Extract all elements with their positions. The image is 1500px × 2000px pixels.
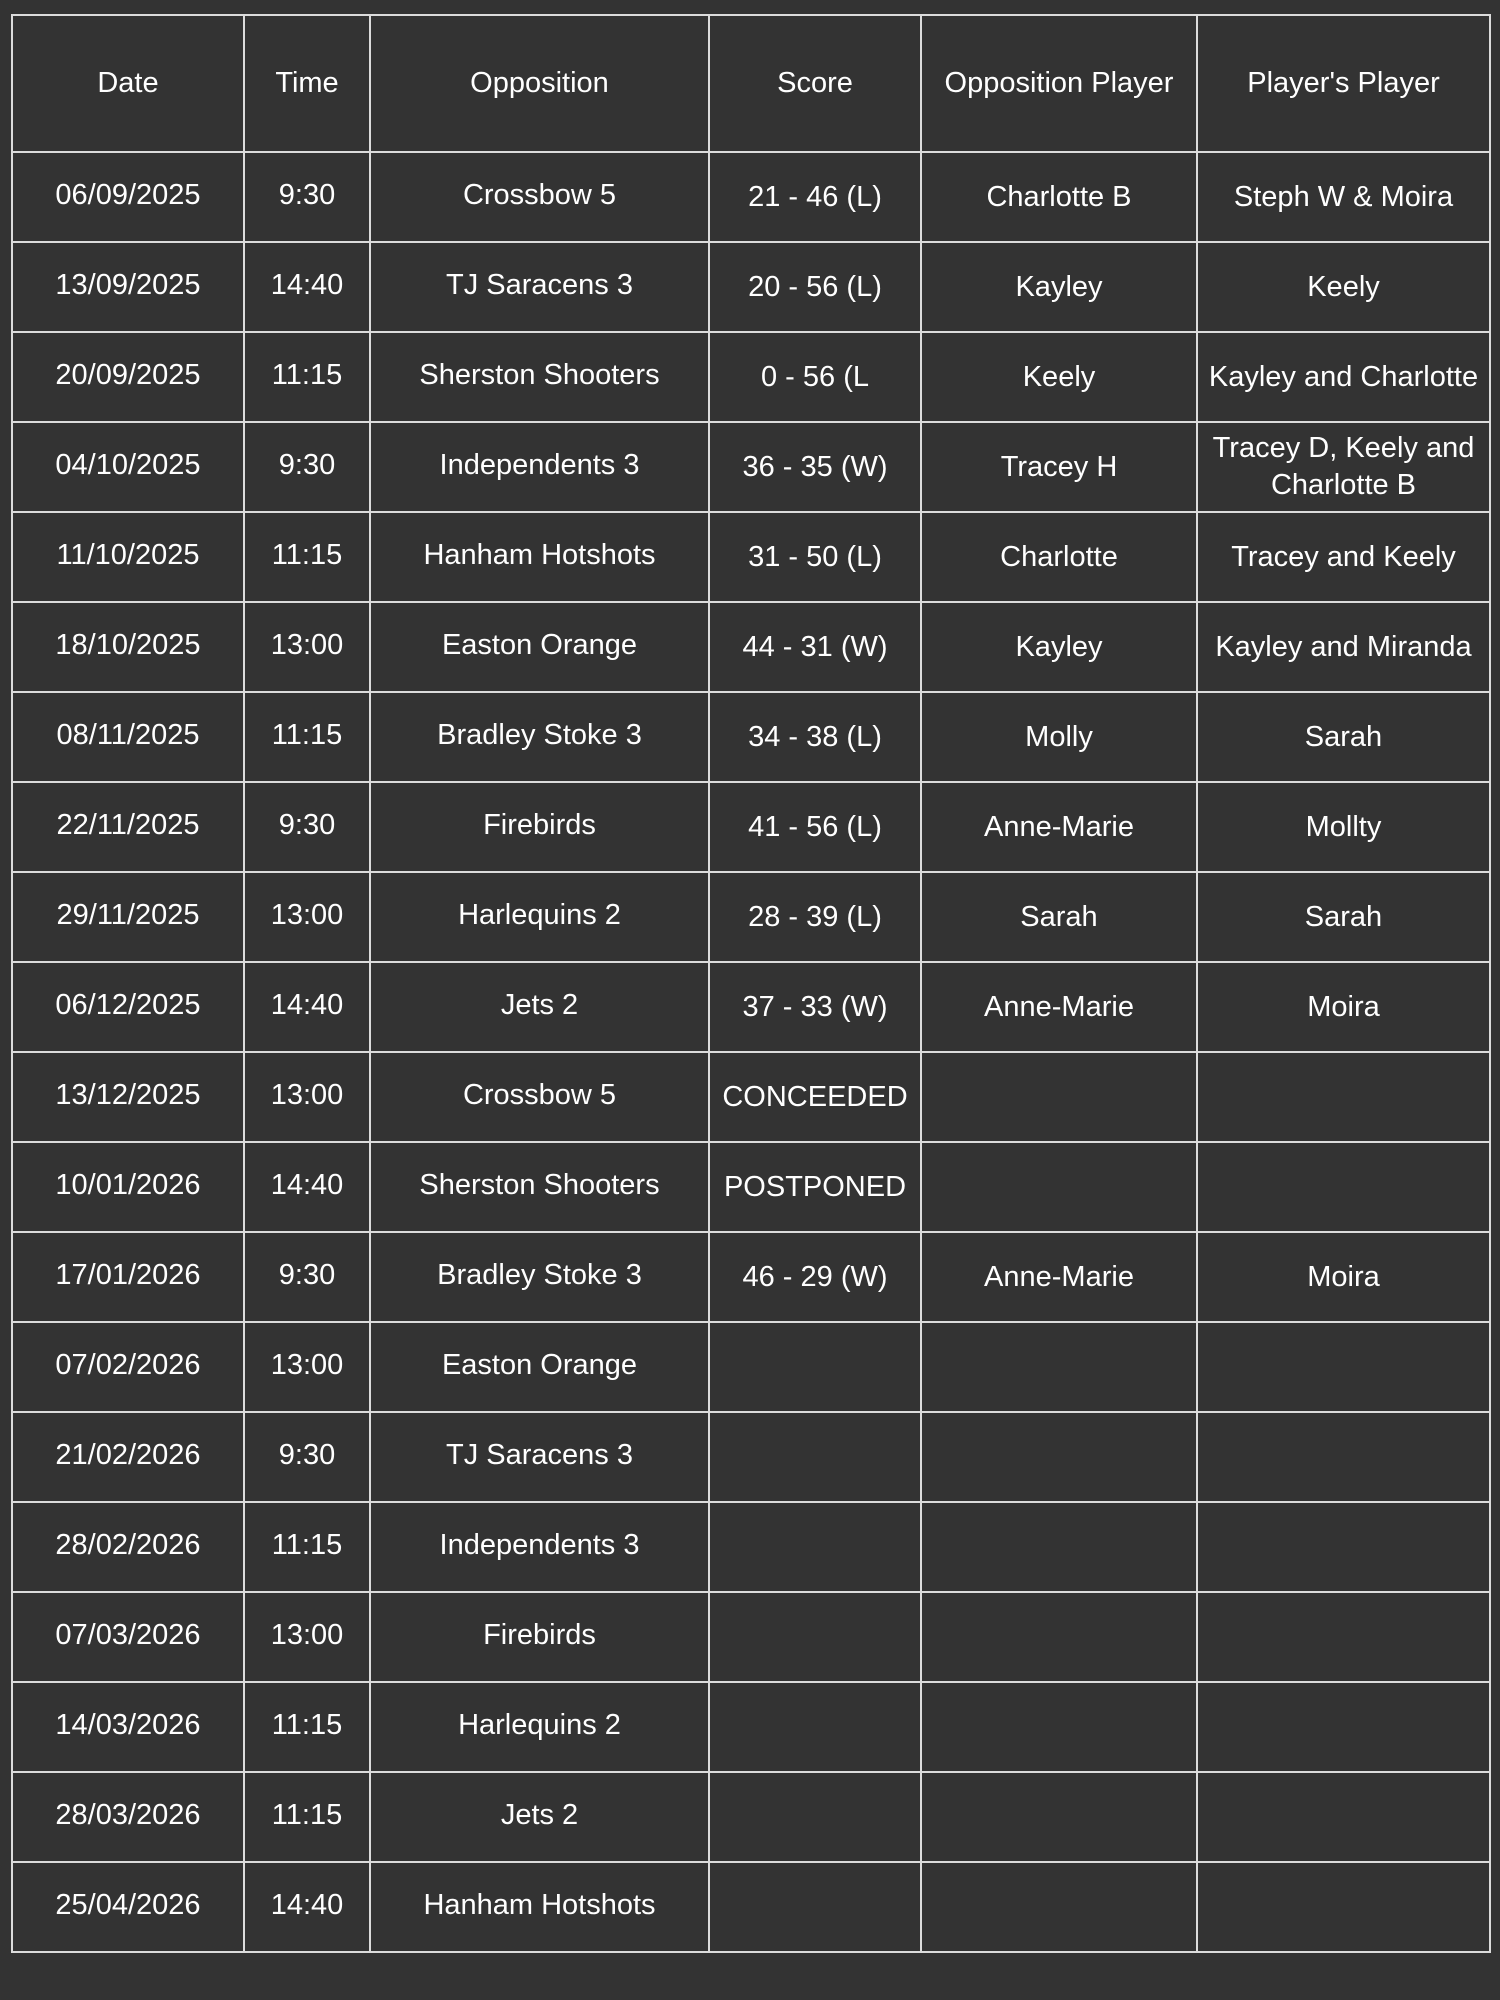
cell-score [709,1322,921,1412]
cell-players-player [1197,962,1490,1052]
cell-score [709,872,921,962]
header-row [12,15,1490,152]
table-row [12,1322,1490,1412]
cell-players-player [1197,1052,1490,1142]
cell-players-player-text: Tracey D, Keely and Charlotte B [1212,432,1475,501]
cell-opposition-text: Sherston Shooters [419,358,660,391]
cell-opposition [370,242,709,332]
cell-date-text: 06/12/2025 [55,988,201,1021]
cell-time-text: 14:40 [270,268,344,301]
cell-opposition-player [921,1592,1197,1682]
table-row [12,512,1490,602]
table-row [12,872,1490,962]
table-row [12,1232,1490,1322]
cell-score-text: 44 - 31 (W) [742,630,888,663]
cell-players-player [1197,1862,1490,1952]
cell-opposition [370,1682,709,1772]
table-row [12,692,1490,782]
table-row [12,1052,1490,1142]
cell-opposition-text: Jets 2 [500,988,579,1021]
cell-opposition-player-text: Keely [1022,360,1096,393]
fixtures-table [11,14,1491,1953]
cell-opposition-player [921,962,1197,1052]
cell-time-text: 11:15 [271,718,343,751]
cell-opposition [370,1862,709,1952]
cell-score [709,1772,921,1862]
cell-date-text: 07/02/2026 [55,1348,201,1381]
cell-opposition-player [921,1502,1197,1592]
cell-opposition [370,1052,709,1142]
cell-opposition-player [921,1052,1197,1142]
cell-time [244,1052,370,1142]
cell-opposition-player-text: Kayley [1015,630,1103,663]
cell-date [12,1232,244,1322]
cell-date-text: 28/02/2026 [55,1528,201,1561]
cell-opposition-player [921,1412,1197,1502]
cell-players-player [1197,692,1490,782]
cell-score-text: POSTPONED [723,1170,907,1203]
table-row [12,1502,1490,1592]
cell-date [12,962,244,1052]
cell-date [12,1592,244,1682]
cell-score-text: 20 - 56 (L) [748,270,882,303]
cell-date-text: 10/01/2026 [55,1168,201,1201]
cell-opposition-text: Crossbow 5 [462,1078,617,1111]
table-row [12,782,1490,872]
cell-opposition-text: Firebirds [483,1618,596,1651]
cell-score [709,692,921,782]
cell-opposition-text: Harlequins 2 [458,898,621,931]
cell-time [244,1772,370,1862]
cell-players-player-text: Keely [1307,270,1380,303]
cell-score [709,1232,921,1322]
cell-opposition-text: Firebirds [483,808,596,841]
cell-date-text: 08/11/2025 [56,718,200,751]
cell-opposition-player [921,1772,1197,1862]
cell-date [12,1322,244,1412]
cell-players-player [1197,872,1490,962]
cell-opposition-text: Bradley Stoke 3 [437,1258,642,1291]
cell-players-player-text: Kayley and Charlotte [1208,360,1479,393]
cell-date [12,332,244,422]
cell-opposition-player [921,422,1197,512]
table-row [12,242,1490,332]
cell-date-text: 20/09/2025 [55,358,201,391]
cell-date [12,1142,244,1232]
cell-opposition-player [921,332,1197,422]
cell-players-player [1197,512,1490,602]
cell-score [709,1142,921,1232]
cell-score-text: 36 - 35 (W) [742,450,888,483]
cell-score [709,1052,921,1142]
cell-time [244,422,370,512]
cell-date-text: 11/10/2025 [56,538,200,571]
cell-score-text: 31 - 50 (L) [748,540,882,573]
cell-opposition-player [921,872,1197,962]
table-row [12,1412,1490,1502]
cell-score [709,962,921,1052]
cell-opposition-player-text: Anne-Marie [984,810,1134,843]
cell-opposition-player [921,242,1197,332]
cell-date [12,692,244,782]
cell-time [244,1592,370,1682]
cell-time-text: 11:15 [271,1798,343,1831]
cell-time-text: 13:00 [270,1348,344,1381]
cell-opposition-text: Hanham Hotshots [423,1888,656,1921]
cell-opposition [370,602,709,692]
cell-date-text: 13/09/2025 [55,268,201,301]
cell-players-player-text: Tracey and Keely [1231,540,1456,573]
cell-time-text: 13:00 [270,628,344,661]
cell-score [709,332,921,422]
cell-opposition [370,1502,709,1592]
cell-time-text: 9:30 [278,448,336,481]
cell-players-player [1197,1502,1490,1592]
cell-date [12,1862,244,1952]
cell-time-text: 13:00 [270,898,344,931]
cell-time-text: 11:15 [271,358,343,391]
table-row [12,962,1490,1052]
cell-date [12,602,244,692]
cell-time-text: 14:40 [270,1888,344,1921]
table-row [12,332,1490,422]
cell-date-text: 14/03/2026 [55,1708,201,1741]
cell-date [12,422,244,512]
cell-players-player [1197,1412,1490,1502]
cell-date [12,1502,244,1592]
cell-players-player [1197,602,1490,692]
cell-players-player [1197,422,1490,512]
cell-date-text: 28/03/2026 [55,1798,201,1831]
cell-date [12,872,244,962]
cell-opposition [370,1322,709,1412]
cell-time-text: 11:15 [271,1528,343,1561]
header-opposition: Opposition [370,15,709,152]
cell-opposition [370,152,709,242]
cell-opposition-text: Crossbow 5 [462,178,617,211]
table-row [12,1772,1490,1862]
cell-score-text: 41 - 56 (L) [748,810,882,843]
cell-time-text: 11:15 [271,1708,343,1741]
cell-opposition [370,962,709,1052]
cell-opposition-player [921,692,1197,782]
cell-opposition-text: TJ Saracens 3 [446,268,633,301]
cell-players-player [1197,1772,1490,1862]
cell-score-text: 34 - 38 (L) [748,720,882,753]
header-date: Date [12,15,244,152]
cell-score-text: 28 - 39 (L) [748,900,882,933]
cell-date-text: 18/10/2025 [55,628,201,661]
cell-opposition-player [921,782,1197,872]
table-row [12,602,1490,692]
cell-time-text: 14:40 [270,1168,344,1201]
cell-date [12,782,244,872]
cell-opposition-text: Easton Orange [441,1348,638,1381]
cell-opposition-text: TJ Saracens 3 [446,1438,633,1471]
cell-opposition-player [921,1862,1197,1952]
cell-players-player-text: Sarah [1304,720,1383,753]
cell-time [244,1232,370,1322]
cell-date [12,1052,244,1142]
header-players-player: Player's Player [1197,15,1490,152]
cell-opposition-text: Independents 3 [439,448,640,481]
cell-opposition-text: Easton Orange [441,628,638,661]
cell-time-text: 9:30 [278,178,336,211]
cell-opposition-player-text: Kayley [1015,270,1103,303]
cell-opposition-player-text: Molly [1025,720,1093,753]
cell-score-text: 0 - 56 (L [761,360,869,393]
cell-time [244,1682,370,1772]
cell-score [709,242,921,332]
cell-opposition [370,422,709,512]
cell-players-player-text: Sarah [1304,900,1383,933]
cell-opposition [370,1592,709,1682]
cell-date [12,512,244,602]
cell-opposition [370,1142,709,1232]
cell-opposition-player [921,152,1197,242]
cell-score [709,782,921,872]
cell-players-player [1197,242,1490,332]
cell-players-player-text: Kayley and Miranda [1215,630,1472,663]
cell-score [709,422,921,512]
cell-players-player-text: Moira [1307,1260,1380,1293]
cell-date [12,1772,244,1862]
cell-opposition [370,1412,709,1502]
cell-opposition-text: Hanham Hotshots [423,538,656,571]
cell-opposition-text: Harlequins 2 [458,1708,621,1741]
header-score: Score [709,15,921,152]
header-time: Time [244,15,370,152]
cell-opposition-player [921,512,1197,602]
cell-opposition-player [921,602,1197,692]
cell-opposition-text: Jets 2 [500,1798,579,1831]
header-opposition-player: Opposition Player [921,15,1197,152]
cell-opposition-player [921,1682,1197,1772]
cell-players-player-text: Mollty [1305,810,1382,843]
cell-opposition-player [921,1232,1197,1322]
cell-opposition-player [921,1322,1197,1412]
cell-score-text: 21 - 46 (L) [748,180,882,213]
cell-opposition-text: Sherston Shooters [419,1168,660,1201]
cell-players-player [1197,1682,1490,1772]
cell-score-text: CONCEEDED [722,1080,908,1113]
cell-opposition [370,872,709,962]
cell-opposition-player [921,1142,1197,1232]
cell-score [709,1682,921,1772]
table-header [12,15,1490,152]
cell-opposition-player-text: Charlotte [1000,540,1118,573]
cell-date [12,1412,244,1502]
cell-time-text: 11:15 [271,538,343,571]
cell-opposition-text: Bradley Stoke 3 [437,718,642,751]
table-row [12,152,1490,242]
cell-score [709,602,921,692]
cell-date-text: 17/01/2026 [55,1258,201,1291]
cell-date-text: 25/04/2026 [55,1888,201,1921]
cell-time [244,872,370,962]
cell-time [244,1412,370,1502]
cell-time [244,692,370,782]
cell-opposition-player-text: Anne-Marie [984,1260,1134,1293]
cell-score [709,1592,921,1682]
table-row [12,1142,1490,1232]
cell-opposition-player-text: Charlotte B [986,180,1132,213]
cell-players-player [1197,332,1490,422]
cell-players-player [1197,1142,1490,1232]
cell-time-text: 13:00 [270,1078,344,1111]
cell-date-text: 21/02/2026 [55,1438,201,1471]
cell-players-player [1197,152,1490,242]
cell-date [12,242,244,332]
cell-players-player [1197,1232,1490,1322]
cell-score [709,512,921,602]
cell-opposition [370,512,709,602]
cell-time-text: 14:40 [270,988,344,1021]
table-row [12,1592,1490,1682]
cell-players-player-text: Moira [1307,990,1380,1023]
table-body [12,152,1490,1952]
cell-time-text: 9:30 [278,1438,336,1471]
cell-time [244,1502,370,1592]
cell-opposition-player-text: Sarah [1020,900,1098,933]
cell-time-text: 13:00 [270,1618,344,1651]
cell-players-player [1197,1592,1490,1682]
cell-date-text: 07/03/2026 [55,1618,201,1651]
table-row [12,422,1490,512]
cell-opposition-player-text: Tracey H [1000,450,1118,483]
cell-opposition [370,1772,709,1862]
cell-date-text: 22/11/2025 [56,808,200,841]
cell-time [244,242,370,332]
cell-time [244,1862,370,1952]
cell-players-player [1197,782,1490,872]
cell-opposition [370,692,709,782]
cell-opposition [370,782,709,872]
cell-time [244,152,370,242]
cell-time [244,512,370,602]
cell-time [244,962,370,1052]
cell-players-player [1197,1322,1490,1412]
cell-opposition [370,332,709,422]
cell-score [709,1412,921,1502]
cell-time [244,1142,370,1232]
cell-players-player-text: Steph W & Moira [1233,180,1454,213]
cell-opposition-player-text: Anne-Marie [984,990,1134,1023]
cell-score-text: 46 - 29 (W) [742,1260,888,1293]
cell-time [244,782,370,872]
cell-date [12,152,244,242]
cell-score-text: 37 - 33 (W) [742,990,888,1023]
cell-date-text: 13/12/2025 [55,1078,201,1111]
cell-date [12,1682,244,1772]
table-row [12,1862,1490,1952]
cell-time-text: 9:30 [278,1258,336,1291]
cell-opposition [370,1232,709,1322]
cell-time [244,1322,370,1412]
cell-time [244,332,370,422]
cell-score [709,1862,921,1952]
cell-time-text: 9:30 [278,808,336,841]
cell-date-text: 06/09/2025 [55,178,201,211]
cell-opposition-text: Independents 3 [439,1528,640,1561]
cell-date-text: 29/11/2025 [56,898,200,931]
cell-time [244,602,370,692]
cell-score [709,1502,921,1592]
cell-date-text: 04/10/2025 [55,448,201,481]
table-row [12,1682,1490,1772]
cell-score [709,152,921,242]
